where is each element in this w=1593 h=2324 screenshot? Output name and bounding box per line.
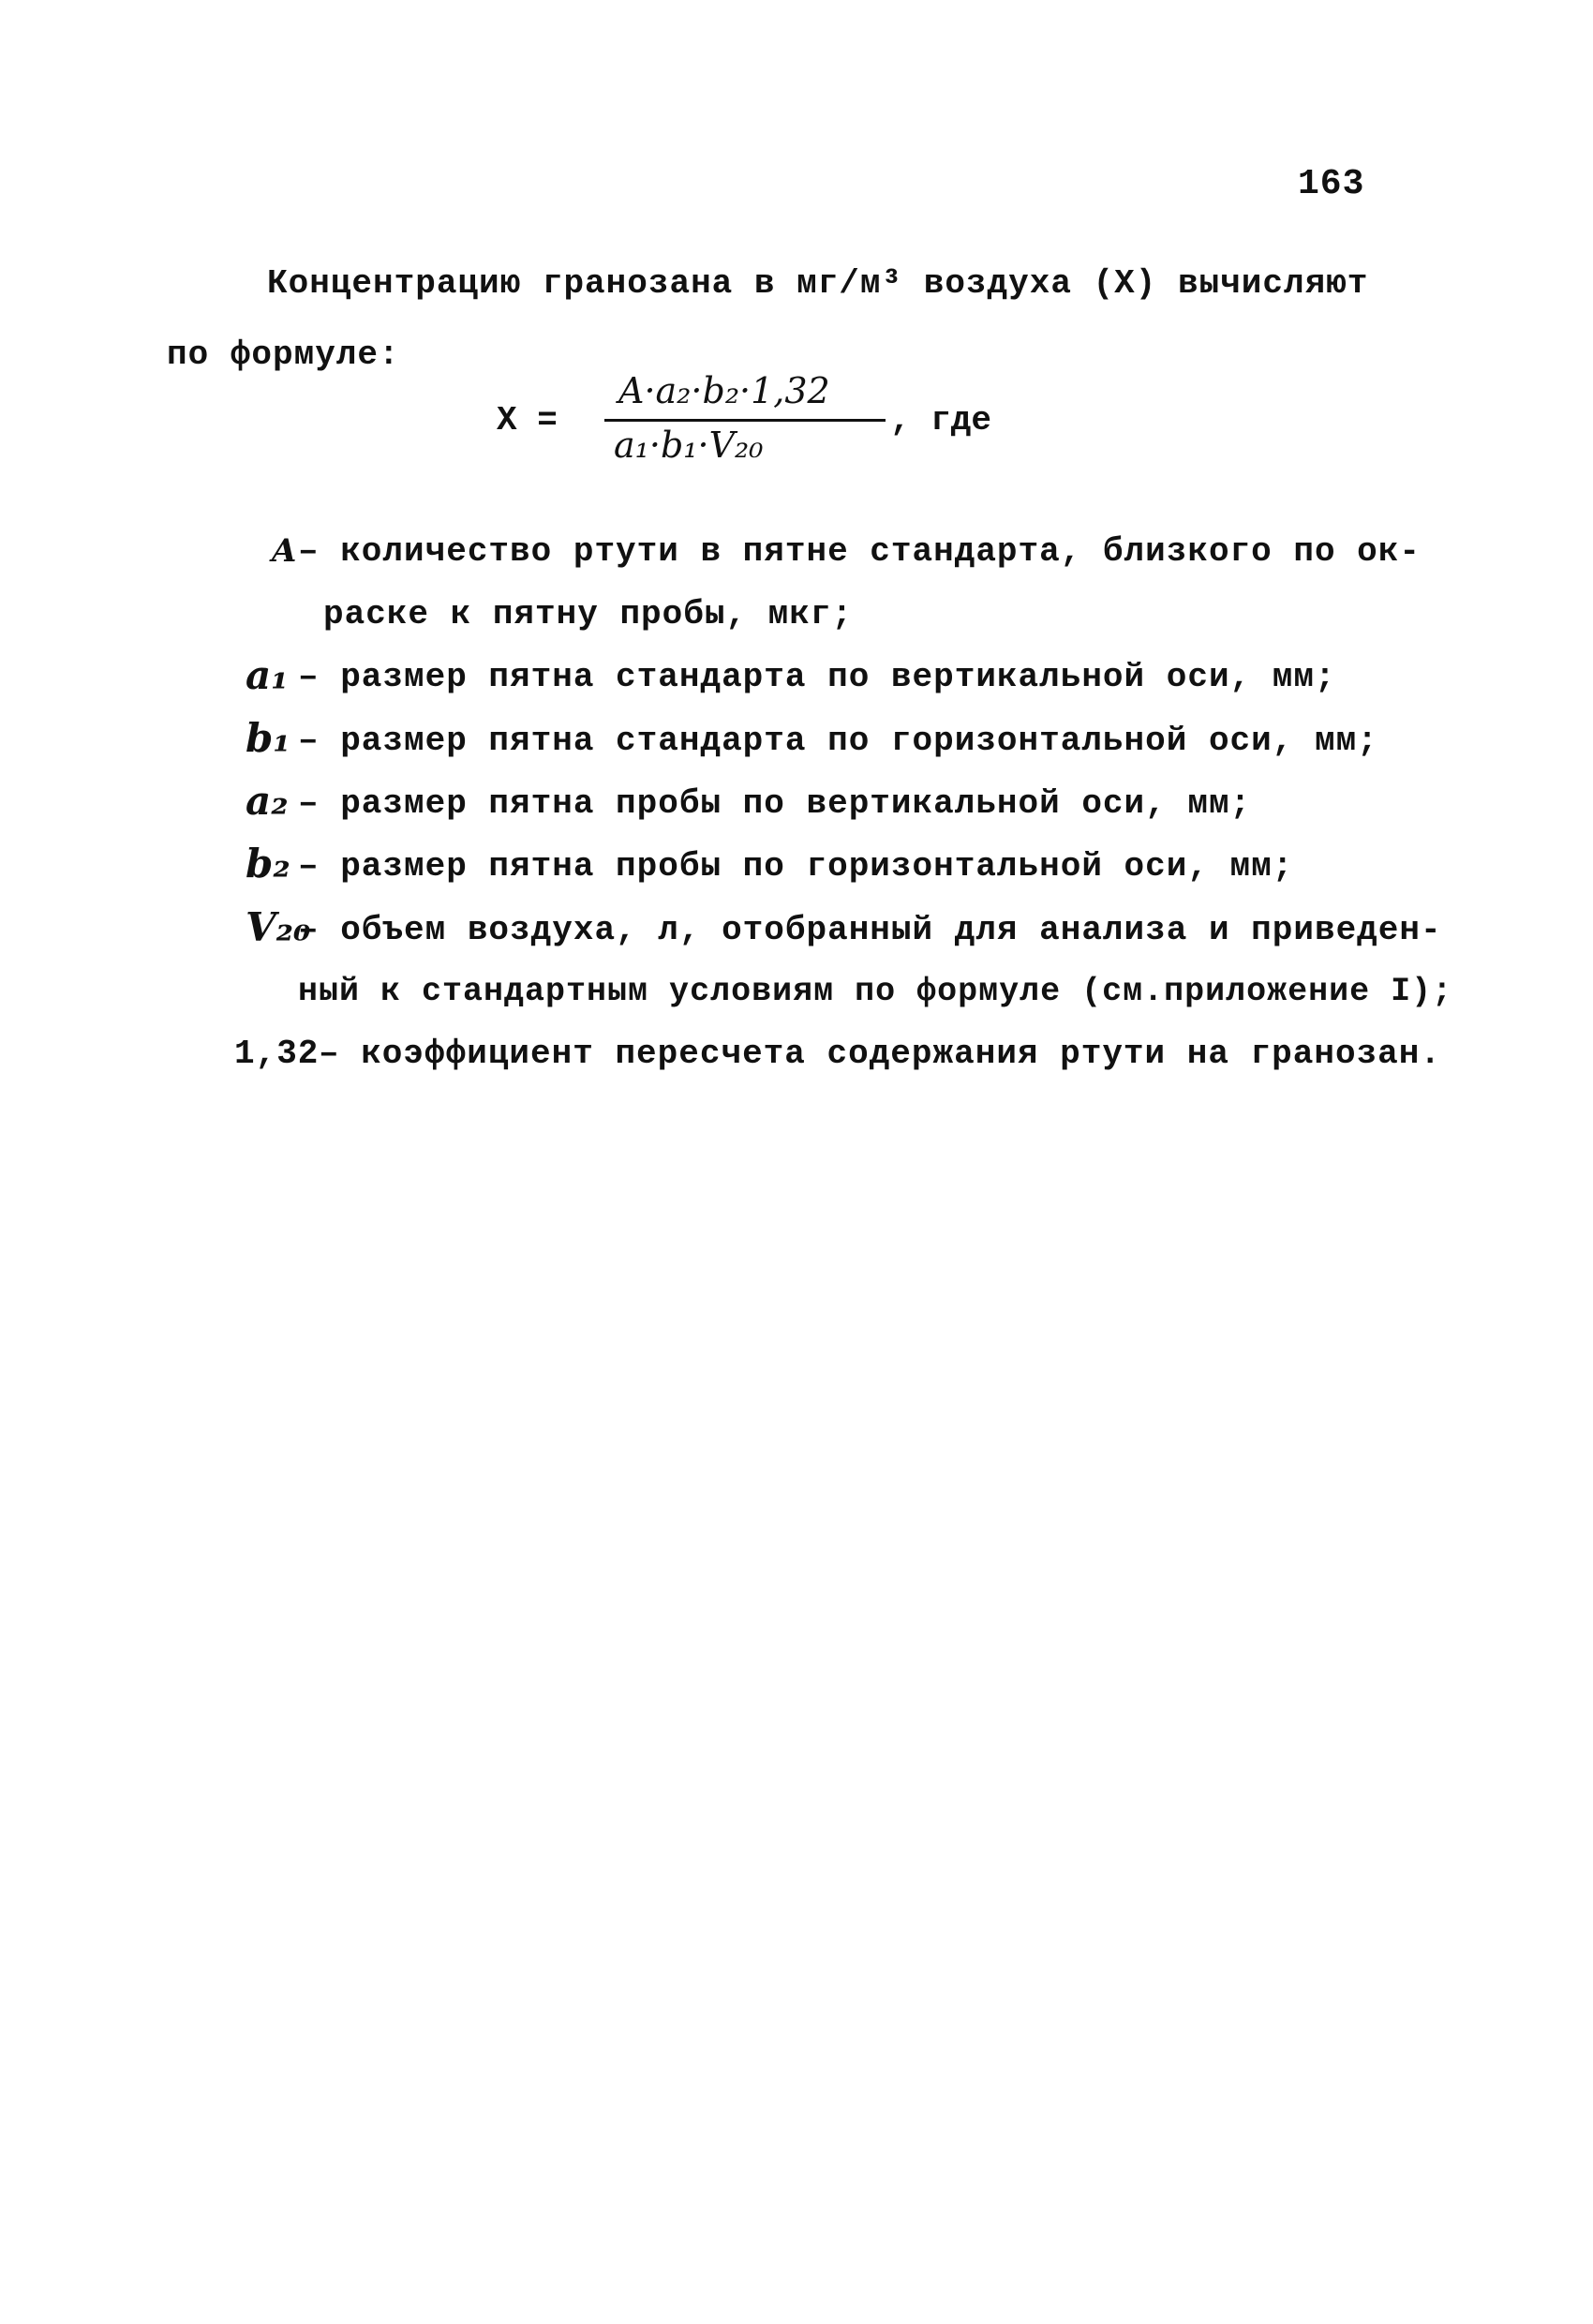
def-symbol-coefficient: 1,32 — [234, 1035, 320, 1073]
def-symbol-b2: b₂ — [246, 841, 290, 886]
intro-line-1: Концентрацию гранозана в мг/м³ воздуха (Х) вычисляют — [267, 264, 1369, 303]
def-text-coefficient: – коэффициент пересчета содержания ртути на гранозан. — [319, 1035, 1441, 1073]
formula-denominator: a₁·b₁·V₂₀ — [614, 425, 764, 466]
def-symbol-b1: b₁ — [246, 715, 290, 761]
def-symbol-v20: V₂₀ — [246, 904, 311, 950]
def-text-b2: – размер пятна пробы по горизонтальной оси, мм; — [298, 847, 1294, 886]
formula-numerator: A·a₂·b₂·1,32 — [618, 370, 830, 411]
def-text-v20-line1: – объем воздуха, л, отобранный для анализа и приведен- — [298, 911, 1442, 949]
intro-line-2: по формуле: — [167, 335, 400, 374]
def-symbol-a: A — [272, 532, 297, 570]
def-text-a1: – размер пятна стандарта по вертикальной оси, мм; — [298, 658, 1336, 696]
page-number: 163 — [1298, 164, 1365, 204]
formula-lhs: Х = — [497, 401, 558, 439]
formula-tail: , где — [890, 401, 992, 439]
def-text-a-line2: раске к пятну пробы, мкг; — [323, 595, 854, 633]
def-symbol-a2: a₂ — [246, 778, 289, 824]
def-text-v20-line2: ный к стандартным условиям по формуле (см.приложение I); — [298, 973, 1453, 1010]
def-symbol-a1: a₁ — [246, 652, 289, 698]
def-text-b1: – размер пятна стандарта по горизонтальной оси, мм; — [298, 722, 1378, 760]
formula-fraction — [590, 370, 890, 473]
formula — [497, 370, 1021, 483]
def-text-a2: – размер пятна пробы по вертикальной оси, мм; — [298, 784, 1252, 823]
fraction-bar — [604, 419, 886, 422]
def-text-a-line1: – количество ртути в пятне стандарта, близкого по ок- — [298, 532, 1421, 571]
